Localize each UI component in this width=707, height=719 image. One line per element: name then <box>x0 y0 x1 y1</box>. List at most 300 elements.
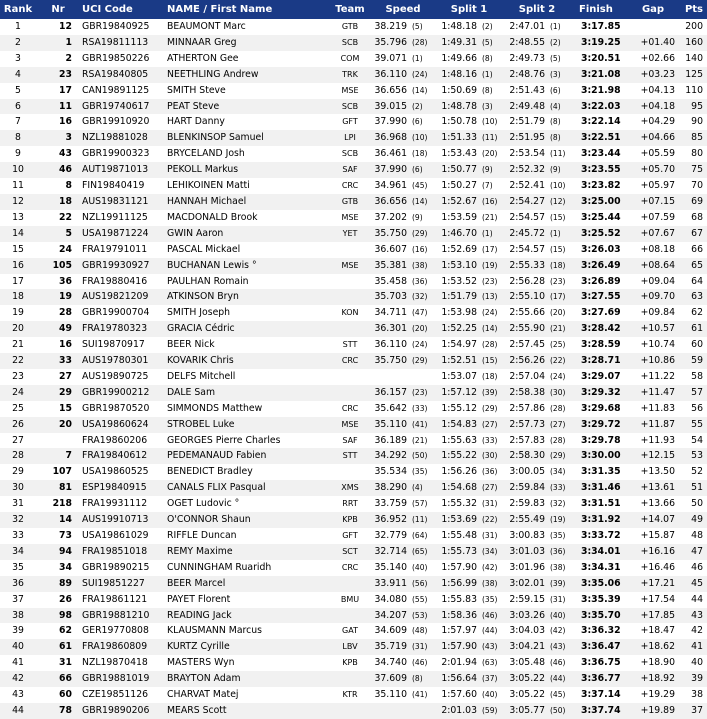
table-row <box>0 369 707 385</box>
uci-code-cell: FIN19840419 <box>82 180 145 192</box>
points-cell: 49 <box>691 514 703 526</box>
speed-position-cell: (57) <box>412 499 428 509</box>
header-pts[interactable]: Pts <box>684 4 703 15</box>
speed-cell: 35.381 <box>374 259 407 271</box>
gap-cell: +19.89 <box>640 704 675 716</box>
table-row <box>0 496 707 512</box>
split-2-cell: 2:51.43 <box>509 84 545 96</box>
team-cell: SAF <box>342 435 358 445</box>
speed-cell: 36.952 <box>374 514 407 526</box>
speed-cell: 35.642 <box>374 402 407 414</box>
rider-name-cell: HANNAH Michael <box>167 195 247 207</box>
speed-cell: 36.189 <box>374 434 407 446</box>
uci-code-cell: AUS19821209 <box>82 291 149 303</box>
uci-code-cell: NZL19911125 <box>82 211 148 223</box>
split-2-position-cell: (1) <box>550 22 561 31</box>
rider-name-cell: BRAYTON Adam <box>167 673 241 685</box>
split-1-position-cell: (3) <box>482 101 493 111</box>
rank-cell: 38 <box>12 609 24 621</box>
table-row <box>0 242 707 258</box>
bib-number-cell: 15 <box>59 402 72 414</box>
split-1-position-cell: (5) <box>482 37 493 47</box>
split-1-cell: 1:58.36 <box>441 609 477 621</box>
table-row <box>0 592 707 608</box>
points-cell: 60 <box>691 339 703 351</box>
split-1-cell: 1:52.25 <box>441 323 477 335</box>
gap-cell: +10.74 <box>640 339 675 351</box>
table-row <box>0 162 707 178</box>
split-1-position-cell: (1) <box>482 69 493 79</box>
gap-cell: +17.54 <box>640 593 675 605</box>
split-2-cell: 2:49.48 <box>509 100 545 112</box>
split-1-position-cell: (30) <box>482 451 498 461</box>
split-2-position-cell: (50) <box>550 705 566 715</box>
gap-cell: +11.87 <box>640 418 675 430</box>
table-row <box>0 433 707 449</box>
speed-cell: 34.961 <box>374 180 407 192</box>
speed-position-cell: (53) <box>412 610 428 620</box>
split-2-cell: 2:52.41 <box>509 180 545 192</box>
split-2-cell: 3:04.03 <box>509 625 545 637</box>
split-1-cell: 1:55.32 <box>441 498 477 510</box>
speed-cell: 35.110 <box>374 418 407 430</box>
speed-position-cell: (56) <box>412 578 428 588</box>
speed-position-cell: (41) <box>412 690 428 700</box>
split-2-position-cell: (39) <box>550 578 566 588</box>
table-row <box>0 321 707 337</box>
header-name[interactable]: NAME / First Name <box>167 4 273 15</box>
finish-time-cell: 3:36.32 <box>581 625 621 637</box>
finish-time-cell: 3:35.39 <box>581 593 621 605</box>
uci-code-cell: FRA19851018 <box>82 545 148 557</box>
split-1-position-cell: (27) <box>482 419 498 429</box>
bib-number-cell: 14 <box>59 514 72 526</box>
points-cell: 48 <box>691 530 703 541</box>
bib-number-cell: 28 <box>59 307 72 319</box>
table-row <box>0 401 707 417</box>
speed-cell: 32.779 <box>374 530 407 541</box>
split-2-cell: 2:56.26 <box>509 355 545 367</box>
split-1-cell: 1:48.18 <box>441 21 477 32</box>
uci-code-cell: SUI19870917 <box>82 339 145 351</box>
finish-time-cell: 3:29.07 <box>581 370 621 382</box>
speed-cell: 37.990 <box>374 164 407 176</box>
split-1-cell: 1:52.51 <box>441 355 477 367</box>
split-2-cell: 3:00.83 <box>509 530 545 541</box>
speed-position-cell: (16) <box>412 244 428 254</box>
bib-number-cell: 60 <box>59 689 72 701</box>
points-cell: 62 <box>691 307 703 319</box>
uci-code-cell: GBR19870520 <box>82 402 150 414</box>
finish-time-cell: 3:26.49 <box>581 259 621 271</box>
header-speed[interactable]: Speed <box>385 4 421 15</box>
speed-position-cell: (6) <box>412 117 423 127</box>
rider-name-cell: PEKOLL Markus <box>167 164 239 176</box>
table-row <box>0 512 707 528</box>
split-2-cell: 2:57.45 <box>509 339 545 351</box>
team-cell <box>329 369 371 385</box>
gap-cell: +04.66 <box>640 132 675 144</box>
finish-time-cell: 3:20.51 <box>581 52 621 64</box>
speed-position-cell: (45) <box>412 181 428 191</box>
rank-cell: 3 <box>15 52 21 64</box>
finish-time-cell: 3:26.03 <box>581 243 621 255</box>
table-row <box>0 623 707 639</box>
header-split-2[interactable]: Split 2 <box>518 4 556 15</box>
split-2-position-cell: (23) <box>550 276 566 286</box>
speed-cell: 34.207 <box>374 609 407 621</box>
header-uci-code[interactable]: UCI Code <box>82 4 133 15</box>
uci-code-cell: GBR19900212 <box>82 386 150 398</box>
bib-number-cell: 16 <box>59 339 72 351</box>
bib-number-cell: 73 <box>59 530 72 541</box>
speed-cell: 35.796 <box>374 36 407 48</box>
bib-number-cell: 33 <box>59 355 72 367</box>
points-cell: 39 <box>691 673 703 685</box>
split-1-cell: 1:50.69 <box>441 84 477 96</box>
finish-time-cell: 3:23.44 <box>581 148 621 160</box>
split-1-position-cell: (46) <box>482 610 498 620</box>
rider-name-cell: CANALS FLIX Pasqual <box>167 482 266 494</box>
split-1-position-cell: (37) <box>482 674 498 684</box>
split-1-position-cell: (21) <box>482 212 498 222</box>
rank-cell: 25 <box>12 402 24 414</box>
gap-cell: +17.21 <box>640 577 675 589</box>
points-cell: 160 <box>685 36 703 48</box>
team-cell: CRC <box>341 562 359 572</box>
split-2-cell: 2:59.84 <box>509 482 545 494</box>
table-row <box>0 146 707 162</box>
gap-cell: +04.29 <box>640 116 675 128</box>
speed-cell: 37.609 <box>374 673 407 685</box>
bib-number-cell: 49 <box>59 323 72 335</box>
gap-cell: +17.85 <box>640 609 675 621</box>
split-1-position-cell: (7) <box>482 181 493 191</box>
split-2-position-cell: (6) <box>550 85 561 95</box>
split-2-position-cell: (44) <box>550 674 566 684</box>
team-cell: MSE <box>341 419 359 429</box>
speed-position-cell: (40) <box>412 562 428 572</box>
points-cell: 64 <box>691 275 703 287</box>
uci-code-cell: USA19860525 <box>82 466 149 478</box>
split-2-cell: 2:51.79 <box>509 116 545 128</box>
points-cell: 51 <box>691 482 703 494</box>
split-1-position-cell: (39) <box>482 387 498 397</box>
header-row <box>0 0 707 19</box>
points-cell: 200 <box>685 21 703 32</box>
points-cell: 46 <box>691 561 703 573</box>
speed-cell: 35.719 <box>374 641 407 653</box>
header-split-1[interactable]: Split 1 <box>450 4 488 15</box>
speed-cell: 36.656 <box>374 195 407 207</box>
uci-code-cell: GBR19890215 <box>82 561 150 573</box>
split-1-cell: 1:57.97 <box>441 625 477 637</box>
split-1-cell: 1:55.63 <box>441 434 477 446</box>
team-cell: KPB <box>342 515 358 525</box>
team-cell: SCB <box>341 37 359 47</box>
split-1-cell: 1:57.60 <box>441 689 477 701</box>
points-cell: 69 <box>691 195 703 207</box>
split-2-position-cell: (15) <box>550 212 566 222</box>
rank-cell: 10 <box>12 164 24 176</box>
bib-number-cell: 61 <box>59 641 72 653</box>
table-row <box>0 576 707 592</box>
split-2-cell: 3:04.21 <box>509 641 545 653</box>
bib-number-cell: 22 <box>59 211 72 223</box>
team-cell <box>329 608 371 624</box>
team-cell: LPI <box>344 133 356 143</box>
bib-number-cell: 89 <box>59 577 72 589</box>
rank-cell: 34 <box>12 545 24 557</box>
points-cell: 52 <box>691 466 703 478</box>
split-2-position-cell: (30) <box>550 387 566 397</box>
rank-cell: 1 <box>15 21 21 32</box>
split-2-position-cell: (43) <box>550 642 566 652</box>
speed-position-cell: (41) <box>412 419 428 429</box>
finish-time-cell: 3:31.35 <box>581 466 621 478</box>
bib-number-cell <box>36 433 80 449</box>
split-1-cell: 1:54.97 <box>441 339 477 351</box>
finish-time-cell: 3:28.42 <box>581 323 621 335</box>
uci-code-cell: USA19861029 <box>82 530 149 541</box>
team-cell: GTB <box>341 22 359 31</box>
speed-position-cell: (33) <box>412 403 428 413</box>
gap-cell: +13.50 <box>640 466 675 478</box>
speed-position-cell: (4) <box>412 483 423 493</box>
rank-cell: 19 <box>12 307 24 319</box>
table-row <box>0 130 707 146</box>
points-cell: 140 <box>685 52 703 64</box>
points-cell: 125 <box>685 68 703 80</box>
speed-cell: 35.458 <box>374 275 407 287</box>
uci-code-cell: USA19871224 <box>82 227 149 239</box>
speed-position-cell: (24) <box>412 69 428 79</box>
points-cell: 45 <box>691 577 703 589</box>
header-nr[interactable]: Nr <box>51 4 65 15</box>
rank-cell: 39 <box>12 625 24 637</box>
rank-cell: 36 <box>12 577 24 589</box>
split-2-cell: 3:03.26 <box>509 609 545 621</box>
split-1-cell: 1:57.90 <box>441 561 477 573</box>
header-finish[interactable]: Finish <box>579 4 613 15</box>
gap-cell: +10.86 <box>640 355 675 367</box>
points-cell: 37 <box>691 704 703 716</box>
finish-time-cell: 3:29.78 <box>581 434 621 446</box>
speed-cell: 36.968 <box>374 132 407 144</box>
team-cell: KTR <box>342 690 358 700</box>
uci-code-cell: RSA19811113 <box>82 36 149 48</box>
speed-position-cell: (14) <box>412 196 428 206</box>
team-cell: LBV <box>342 642 358 652</box>
finish-time-cell: 3:37.74 <box>581 704 621 716</box>
split-2-position-cell: (46) <box>550 658 566 668</box>
rider-name-cell: CUNNINGHAM Ruaridh <box>167 561 272 573</box>
uci-code-cell: GBR19900323 <box>82 148 150 160</box>
uci-code-cell: RSA19840805 <box>82 68 149 80</box>
finish-time-cell: 3:28.59 <box>581 339 621 351</box>
rank-cell: 12 <box>12 195 24 207</box>
finish-time-cell: 3:23.82 <box>581 180 621 192</box>
table-row <box>0 464 707 480</box>
gap-cell: +07.15 <box>640 195 675 207</box>
points-cell: 80 <box>691 148 703 160</box>
speed-position-cell: (21) <box>412 435 428 445</box>
speed-position-cell: (48) <box>412 626 428 636</box>
split-2-cell: 2:51.95 <box>509 132 545 144</box>
rank-cell: 2 <box>15 36 21 48</box>
points-cell: 56 <box>691 402 703 414</box>
team-cell: MSE <box>341 212 359 222</box>
split-1-cell: 1:50.27 <box>441 180 477 192</box>
finish-time-cell: 3:36.77 <box>581 673 621 685</box>
split-2-position-cell: (42) <box>550 626 566 636</box>
split-1-position-cell: (11) <box>482 133 498 143</box>
split-2-cell: 2:54.57 <box>509 243 545 255</box>
uci-code-cell: AUS19831121 <box>82 195 149 207</box>
table-row <box>0 274 707 290</box>
finish-time-cell: 3:29.72 <box>581 418 621 430</box>
points-cell: 67 <box>691 227 703 239</box>
speed-position-cell: (35) <box>412 467 428 477</box>
speed-position-cell: (47) <box>412 308 428 318</box>
bib-number-cell: 19 <box>59 291 72 303</box>
finish-time-cell: 3:29.68 <box>581 402 621 414</box>
split-1-cell: 1:53.52 <box>441 275 477 287</box>
split-1-position-cell: (18) <box>482 371 498 381</box>
bib-number-cell: 29 <box>59 386 72 398</box>
rank-cell: 4 <box>15 68 21 80</box>
rider-name-cell: BRYCELAND Josh <box>167 148 245 160</box>
split-2-position-cell: (3) <box>550 69 561 79</box>
points-cell: 44 <box>691 593 703 605</box>
rank-cell: 9 <box>15 148 21 160</box>
team-cell: CRC <box>341 403 359 413</box>
split-1-cell: 1:46.70 <box>441 227 477 239</box>
split-2-cell: 3:01.96 <box>509 561 545 573</box>
table-row <box>0 99 707 115</box>
team-cell <box>329 671 371 687</box>
team-cell: YET <box>342 228 358 238</box>
speed-cell: 35.534 <box>374 466 407 478</box>
rider-name-cell: OGET Ludovic ° <box>167 498 240 510</box>
uci-code-cell: ESP19840915 <box>82 482 147 494</box>
speed-cell: 36.461 <box>374 148 407 160</box>
table-row <box>0 639 707 655</box>
split-2-cell: 2:58.30 <box>509 450 545 462</box>
split-2-cell: 3:02.01 <box>509 577 545 589</box>
finish-time-cell: 3:31.92 <box>581 514 621 526</box>
split-2-position-cell: (20) <box>550 308 566 318</box>
split-1-cell: 1:52.67 <box>441 195 477 207</box>
speed-cell: 38.290 <box>374 482 407 494</box>
header-rank[interactable]: Rank <box>3 4 33 15</box>
rider-name-cell: HART Danny <box>167 116 225 128</box>
split-1-cell: 1:55.12 <box>441 402 477 414</box>
rank-cell: 7 <box>15 116 21 128</box>
speed-cell: 35.750 <box>374 355 407 367</box>
speed-cell: 36.656 <box>374 84 407 96</box>
finish-time-cell: 3:35.06 <box>581 577 621 589</box>
points-cell: 47 <box>691 545 703 557</box>
split-1-position-cell: (8) <box>482 85 493 95</box>
team-cell: GFT <box>342 531 358 540</box>
points-cell: 57 <box>691 386 703 398</box>
table-row <box>0 178 707 194</box>
points-cell: 40 <box>691 657 703 669</box>
bib-number-cell: 107 <box>52 466 72 478</box>
split-1-position-cell: (35) <box>482 594 498 604</box>
rank-cell: 21 <box>12 339 24 351</box>
gap-cell: +11.47 <box>640 386 675 398</box>
rider-name-cell: BLENKINSOP Samuel <box>167 132 264 144</box>
speed-cell: 34.292 <box>374 450 407 462</box>
speed-position-cell: (50) <box>412 451 428 461</box>
team-cell: TRK <box>342 69 358 79</box>
split-2-cell: 2:55.49 <box>509 514 545 526</box>
speed-position-cell: (55) <box>412 594 428 604</box>
team-cell: KON <box>341 308 359 318</box>
speed-cell <box>371 703 409 719</box>
bib-number-cell: 7 <box>65 450 72 462</box>
points-cell: 75 <box>691 164 703 176</box>
team-cell: STT <box>342 451 358 461</box>
rider-name-cell: GRACIA Cédric <box>167 323 235 335</box>
split-1-position-cell: (27) <box>482 483 498 493</box>
points-cell: 85 <box>691 132 703 144</box>
gap-cell: +11.22 <box>640 370 675 382</box>
table-row <box>0 353 707 369</box>
speed-position-cell: (14) <box>412 85 428 95</box>
speed-cell: 38.219 <box>374 21 407 32</box>
header-team[interactable]: Team <box>335 4 365 15</box>
header-gap[interactable]: Gap <box>641 4 665 15</box>
results-body <box>0 19 707 719</box>
speed-position-cell: (36) <box>412 276 428 286</box>
rider-name-cell: PAULHAN Romain <box>167 275 249 287</box>
split-1-position-cell: (14) <box>482 324 498 334</box>
split-2-position-cell: (21) <box>550 324 566 334</box>
split-1-position-cell: (43) <box>482 642 498 652</box>
rank-cell: 40 <box>12 641 24 653</box>
points-cell: 70 <box>691 180 703 192</box>
split-2-cell: 2:47.01 <box>509 21 545 32</box>
rider-name-cell: DELFS Mitchell <box>167 370 236 382</box>
gap-cell: +13.66 <box>640 498 675 510</box>
team-cell: STT <box>342 340 358 350</box>
split-2-position-cell: (5) <box>550 53 561 63</box>
split-1-cell: 1:56.26 <box>441 466 477 478</box>
speed-cell: 33.911 <box>374 577 407 589</box>
uci-code-cell: USA19860624 <box>82 418 149 430</box>
speed-position-cell: (65) <box>412 546 428 556</box>
team-cell: GTB <box>341 196 359 206</box>
rider-name-cell: BUCHANAN Lewis ° <box>167 259 257 271</box>
table-row <box>0 480 707 496</box>
split-1-position-cell: (10) <box>482 117 498 127</box>
speed-position-cell: (8) <box>412 674 423 684</box>
speed-position-cell: (9) <box>412 212 423 222</box>
uci-code-cell: FRA19860206 <box>82 434 148 446</box>
gap-cell: +16.46 <box>640 561 675 573</box>
team-cell: SCB <box>341 101 359 111</box>
bib-number-cell: 16 <box>59 116 72 128</box>
speed-cell: 37.202 <box>374 211 407 223</box>
bib-number-cell: 2 <box>65 52 72 64</box>
split-2-position-cell: (19) <box>550 515 566 525</box>
gap-cell: +07.67 <box>640 227 675 239</box>
speed-position-cell: (32) <box>412 292 428 302</box>
split-2-cell: 2:57.73 <box>509 418 545 430</box>
